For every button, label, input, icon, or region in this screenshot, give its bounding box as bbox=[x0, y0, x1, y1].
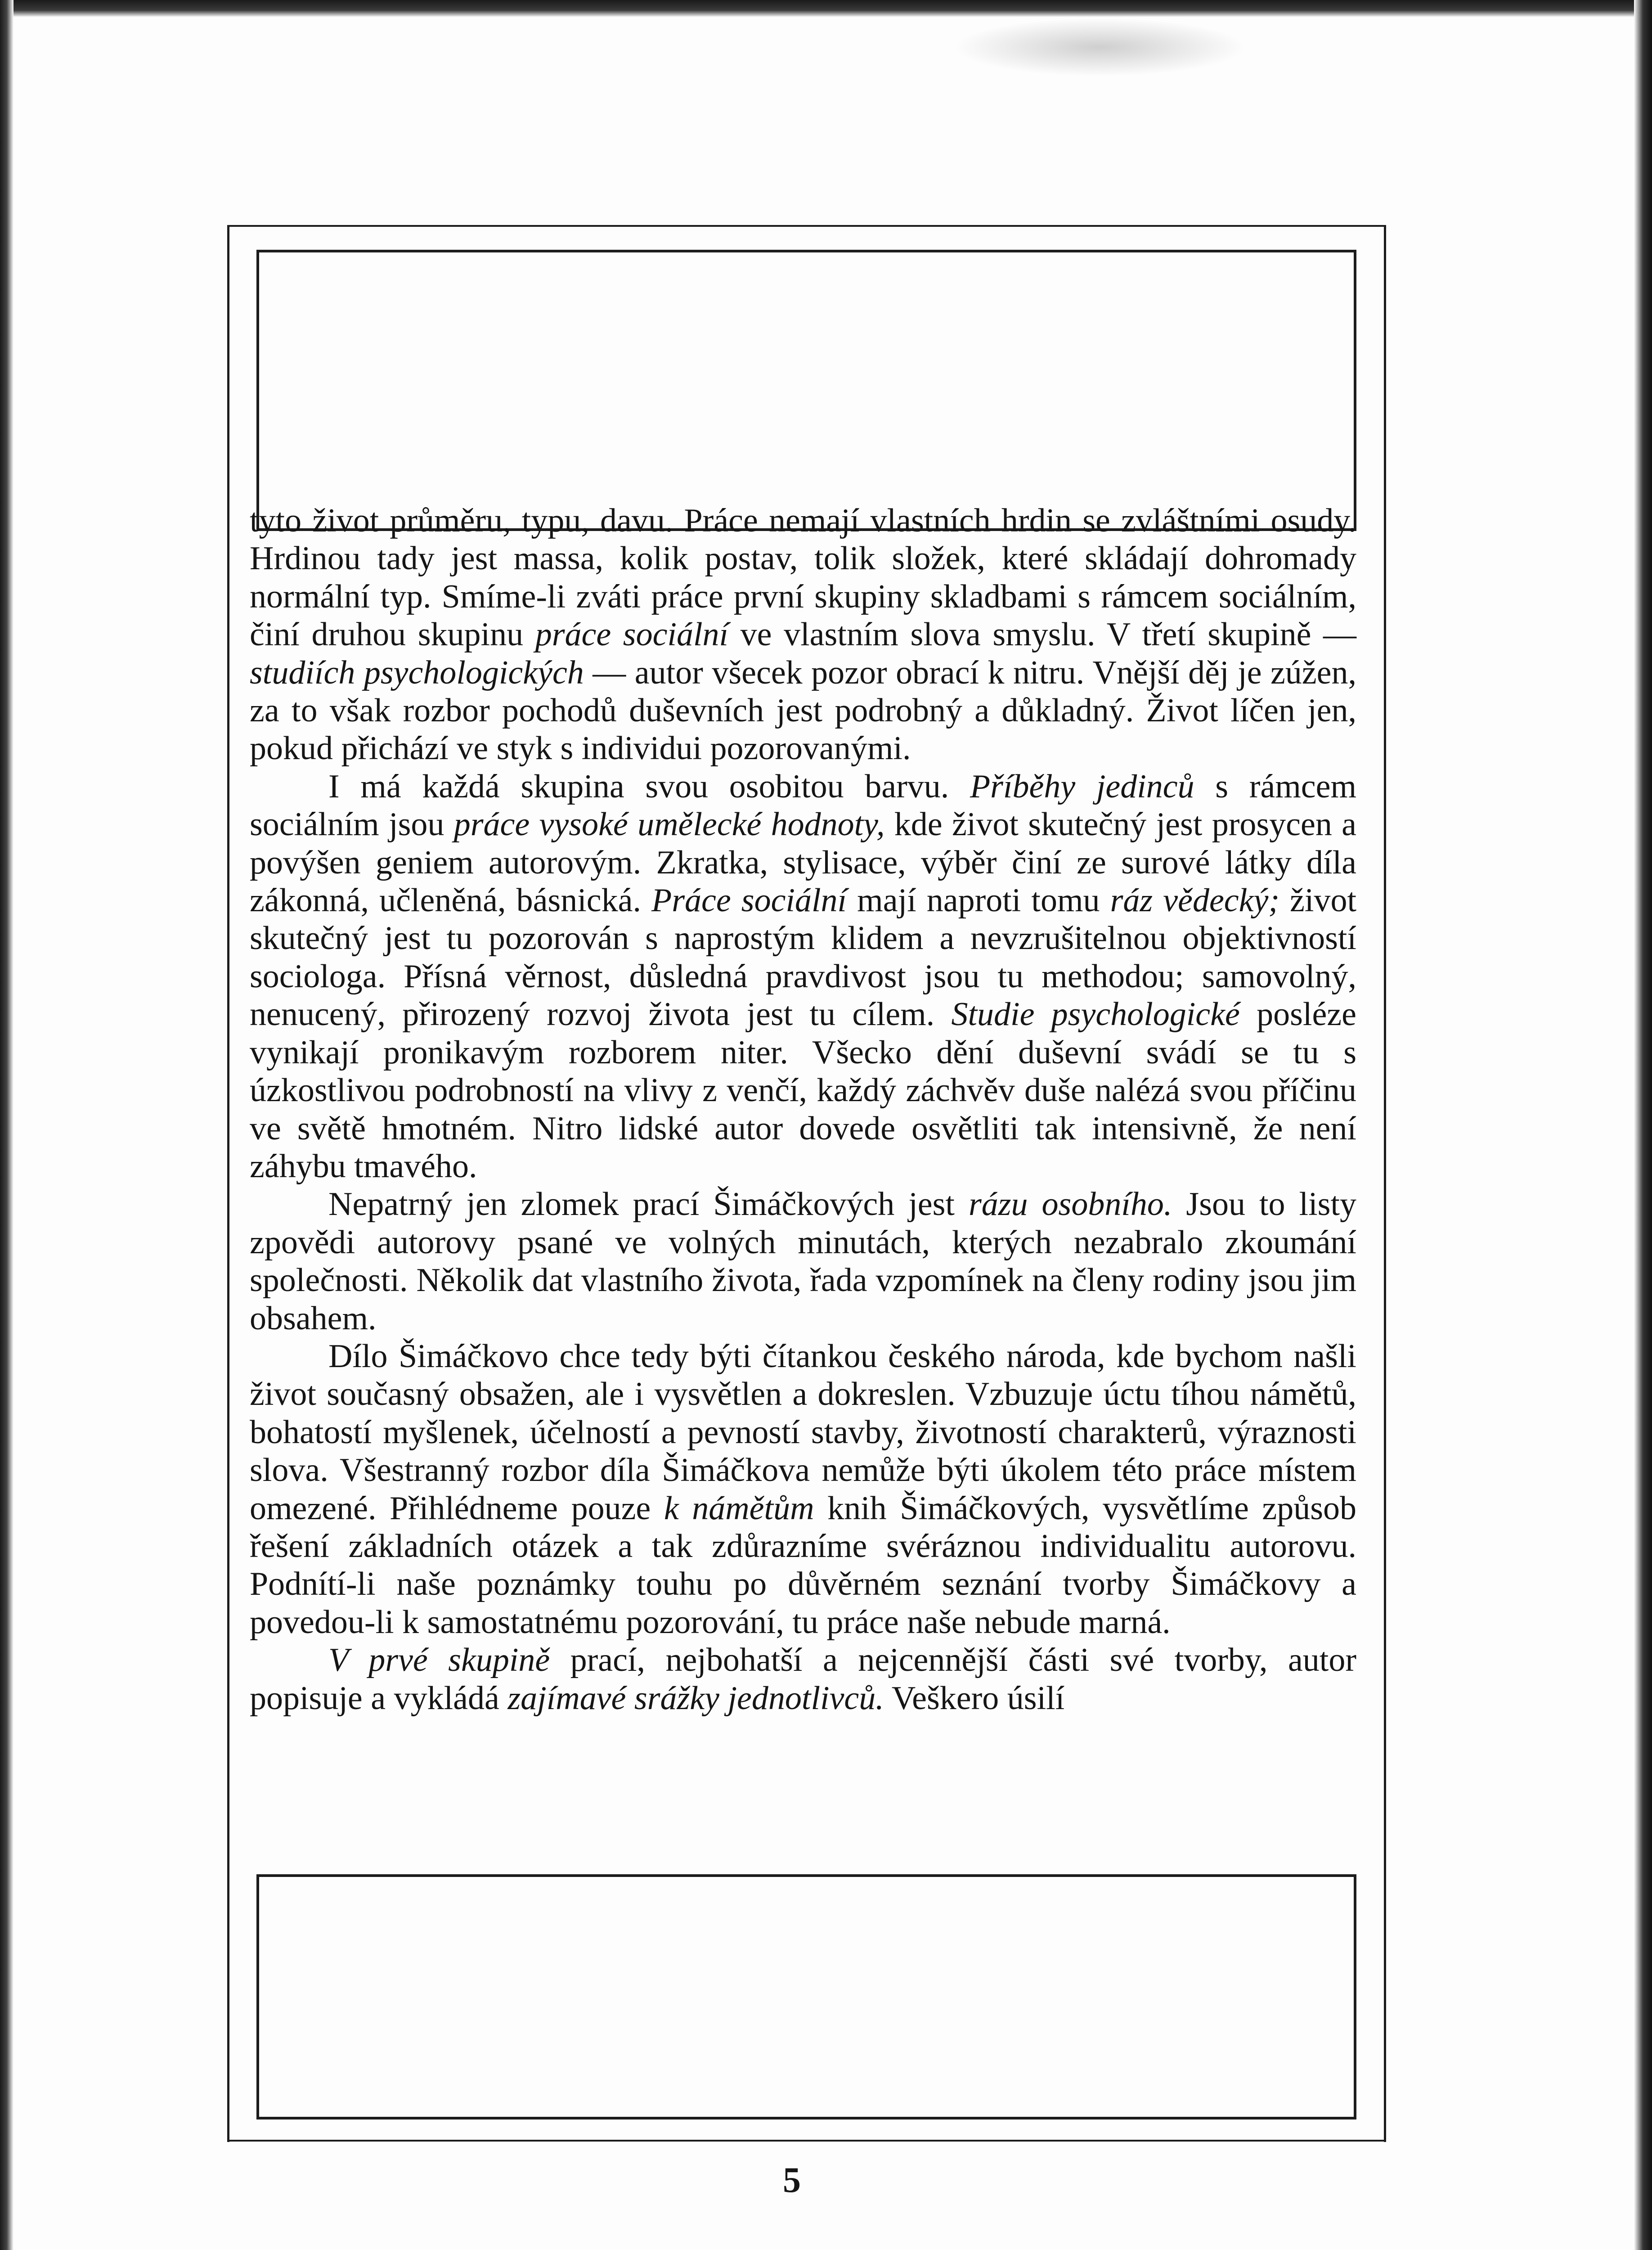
paragraph-text: mají naproti tomu bbox=[847, 882, 1110, 919]
paragraph-text: kde život skutečný jest prosycen a povýšen geniem autorovým. Zkratka, stylisace, výběr činí ze surové látky díla zákonná, učleněná, básnická. bbox=[250, 806, 1357, 919]
scan-edge-top bbox=[0, 0, 1652, 17]
paragraph-text: — autor všecek pozor obrací k nitru. Vnější děj je zúžen, za to však rozbor pochodů duševních jest podrobný a důkladný. Život líčen jen, pokud přichází ve styk s individui pozorovanými. bbox=[250, 654, 1356, 767]
paragraph-text: tyto život průměru, typu, davu. Práce nemají vlastních hrdin se zvláštními osudy. Hrdinou tady jest massa, kolik postav, tolik složek, které skládají dohromady normální typ. Smíme-li zváti práce první skupiny skladbami s rámcem sociálním, činí druhou skupinu bbox=[250, 502, 1356, 653]
emphasized-text: ráz vědecký; bbox=[1110, 882, 1279, 919]
paragraph-text: s rámcem sociálním jsou bbox=[250, 768, 1357, 843]
paragraph-text: život skutečný jest tu pozorován s naprostým klidem a nevzrušitelnou objektivností sociologa. Přísná věrnost, důsledná pravdivost jsou tu methodou; samovolný, nenucený, přirozený rozvoj života jest tu cílem. bbox=[250, 882, 1357, 1033]
paragraph-text: I má každá skupina svou osobitou barvu. bbox=[328, 768, 970, 805]
paragraph-text: Veškero úsilí bbox=[884, 1679, 1065, 1717]
paragraph-text: Jsou to listy zpovědi autorovy psané ve volných minutách, kterých nezabralo zkoumání společnosti. Několik dat vlastního života, řada vzpomínek na členy rodiny jsou jim obsahem. bbox=[250, 1186, 1357, 1337]
body-text bbox=[250, 502, 1356, 1717]
paragraph-text: Nepatrný jen zlomek prací Šimáčkových jest bbox=[328, 1186, 969, 1223]
page-frame-right-rule bbox=[1384, 225, 1386, 2142]
emphasized-text: V prvé skupině bbox=[328, 1642, 550, 1679]
paragraph bbox=[250, 1641, 1356, 1717]
page-frame-top-rule bbox=[227, 225, 1386, 229]
paragraph bbox=[250, 1185, 1356, 1337]
page-frame-bottom-rule bbox=[227, 2140, 1386, 2143]
scan-edge-left bbox=[0, 0, 13, 2250]
page-frame-left-rule bbox=[227, 225, 229, 2142]
paragraph-text: Dílo Šimáčkovo chce tedy býti čítankou českého národa, kde bychom našli život současný obsažen, ale i vysvětlen a dokreslen. Vzbuzuje úctu tíhou námětů, bohatostí myšlenek, účelností a pevností stavby, životností charakterů, výraznosti slova. Všestranný rozbor díla Šimáčkova nemůže býti úkolem této práce místem omezené. Přihlédneme pouze bbox=[250, 1337, 1356, 1527]
paragraph bbox=[250, 768, 1356, 1185]
emphasized-text: k námětům bbox=[664, 1490, 814, 1527]
paragraph-text: prací, nejbohatší a nejcennější části své tvorby, autor popisuje a vykládá bbox=[250, 1642, 1356, 1717]
emphasized-text: Studie psychologické bbox=[951, 996, 1240, 1033]
paragraph-text: knih Šimáčkových, vysvětlíme způsob řešení základních otázek a tak zdůrazníme svéráznou individualitu autorovu. Podnítí-li naše poznámky touhu po důvěrném seznání tvorby Šimáčkovy a povedou-li k samostatnému pozorování, tu práce naše nebude marná. bbox=[250, 1490, 1357, 1641]
paragraph-text: posléze vynikají pronikavým rozborem niter. Všecko dění duševní svádí se tu s úzkostlivou podrobností na vlivy z venčí, každý záchvěv duše nalézá svou příčinu ve světě hmotném. Nitro lidské autor dovede osvětliti tak intensivně, že není záhybu tmavého. bbox=[250, 996, 1356, 1185]
emphasized-text: rázu osobního. bbox=[968, 1186, 1172, 1223]
emphasized-text: Příběhy jedinců bbox=[970, 768, 1194, 805]
paragraph bbox=[250, 1337, 1356, 1641]
emphasized-text: Práce sociální bbox=[651, 882, 847, 919]
emphasized-text: zajímavé srážky jednotlivců. bbox=[507, 1679, 884, 1717]
scan-edge-right bbox=[1634, 0, 1652, 2250]
page-number: 5 bbox=[783, 2160, 801, 2200]
bottom-decorative-box bbox=[256, 1874, 1356, 2120]
paragraph-text: ve vlastním slova smyslu. V třetí skupině — bbox=[728, 616, 1356, 653]
emphasized-text: práce vysoké umělecké hodnoty, bbox=[453, 806, 885, 843]
top-decorative-box bbox=[256, 250, 1356, 531]
emphasized-text: studiích psychologických bbox=[250, 654, 584, 691]
scan-smudge bbox=[954, 18, 1246, 76]
emphasized-text: práce sociální bbox=[535, 616, 729, 653]
paragraph bbox=[250, 502, 1356, 768]
